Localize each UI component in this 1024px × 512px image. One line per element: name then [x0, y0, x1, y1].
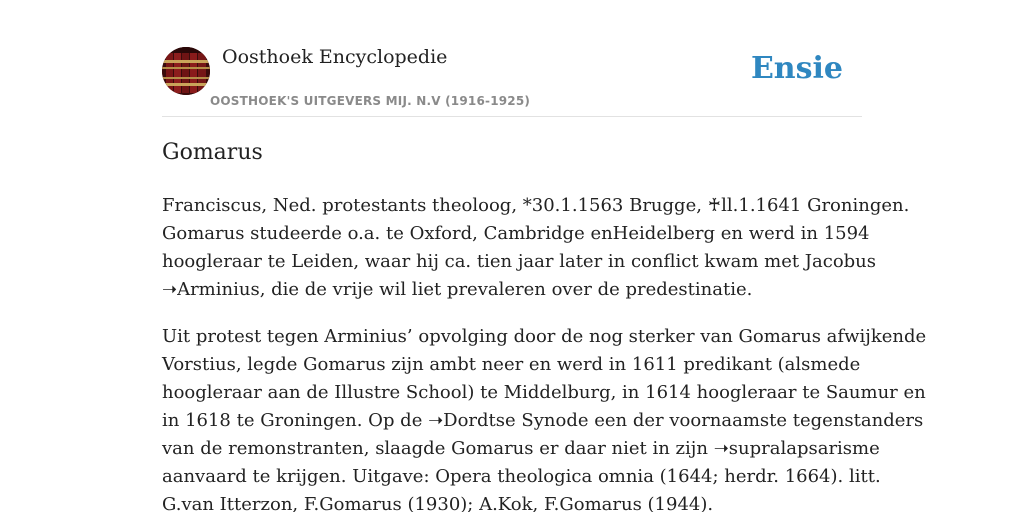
article-title: Gomarus: [162, 140, 263, 165]
paragraph-line: aanvaard te krijgen. Uitgave: Opera theologica omnia (1644; herdr. 1664). litt.: [162, 466, 881, 487]
publisher-label: OOSTHOEK'S UITGEVERS MIJ. N.V (1916-1925): [210, 94, 531, 108]
site-name[interactable]: Oosthoek Encyclopedie: [222, 46, 448, 68]
article-paragraph-1: [162, 192, 910, 304]
paragraph-line: Uit protest tegen Arminius’ opvolging door de nog sterker van Gomarus afwijkende: [162, 326, 927, 347]
supralapsarisme-link-line[interactable]: van de remonstranten, slaagde Gomarus er daar niet in zijn ➝supralapsarisme: [162, 438, 880, 459]
article-body: [162, 192, 927, 512]
brand-logo-link[interactable]: Ensie: [750, 51, 843, 86]
paragraph-line: hoogleraar te Leiden, waar hij ca. tien jaar later in conflict kwam met Jacobus: [162, 251, 877, 272]
dordtse-synode-link-line[interactable]: in 1618 te Groningen. Op de ➝Dordtse Synode een der voornaamste tegenstanders: [162, 410, 924, 431]
site-header: [162, 46, 862, 117]
paragraph-line: Franciscus, Ned. protestants theoloog, *30.1.1563 Brugge, ♰ll.1.1641 Groningen.: [162, 195, 910, 216]
arminius-link-line[interactable]: ➝Arminius, die de vrije wil liet prevaleren over de predestinatie.: [162, 279, 753, 300]
article-paragraph-2: [162, 323, 927, 512]
paragraph-line: Gomarus studeerde o.a. te Oxford, Cambridge enHeidelberg en werd in 1594: [162, 223, 870, 244]
paragraph-line: G.van Itterzon, F.Gomarus (1930); A.Kok, F.Gomarus (1944).: [162, 494, 714, 512]
paragraph-line: Vorstius, legde Gomarus zijn ambt neer en werd in 1611 predikant (alsmede: [162, 354, 861, 375]
paragraph-line: hoogleraar aan de Illustre School) te Middelburg, in 1614 hoogleraar te Saumur en: [162, 382, 926, 403]
encyclopedia-books-icon[interactable]: [162, 47, 210, 95]
